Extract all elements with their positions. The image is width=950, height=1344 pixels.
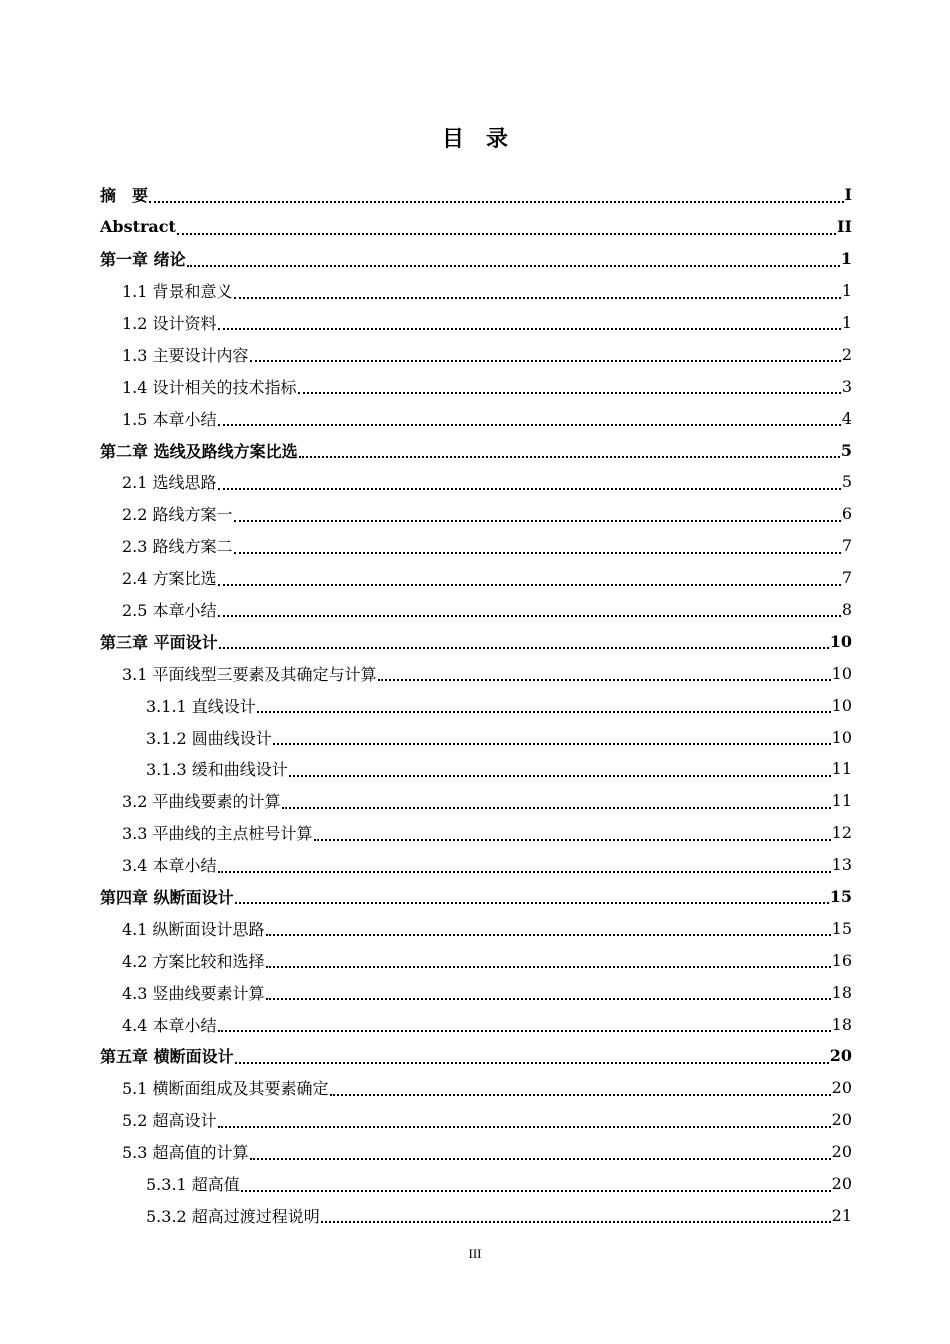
toc-entry-page: 18 xyxy=(831,1014,852,1034)
toc-entry-page: 5 xyxy=(841,472,852,492)
toc-entry-page: 10 xyxy=(829,631,852,651)
toc-entry[interactable] xyxy=(100,307,852,339)
toc-leader-dots xyxy=(218,423,841,426)
toc-entry-label: 4.2 方案比较和选择 xyxy=(122,951,265,971)
toc-entry-page: 20 xyxy=(829,1046,852,1066)
toc-entry-page: 15 xyxy=(829,887,852,907)
toc-leader-dots xyxy=(378,678,831,681)
toc-entry-page: 12 xyxy=(831,823,852,843)
toc-entry[interactable] xyxy=(100,211,852,243)
page-number-footer: III xyxy=(468,1246,482,1261)
toc-entry[interactable] xyxy=(100,1168,852,1200)
toc-leader-dots xyxy=(321,1220,831,1223)
toc-entry-page: 20 xyxy=(831,1110,852,1130)
toc-leader-dots xyxy=(235,1061,829,1064)
toc-entry-page: 7 xyxy=(841,568,852,588)
toc-entry-page: 20 xyxy=(831,1142,852,1162)
toc-entry-label: 3.3 平曲线的主点桩号计算 xyxy=(122,824,313,844)
toc-entry-page: 11 xyxy=(831,791,852,811)
toc-entry-page: 21 xyxy=(831,1205,852,1225)
toc-entry[interactable] xyxy=(100,689,852,721)
toc-entry-label: 2.4 方案比选 xyxy=(122,569,217,589)
toc-entry[interactable] xyxy=(100,849,852,881)
toc-entry-page: 15 xyxy=(831,918,852,938)
toc-entry-page: 18 xyxy=(831,982,852,1002)
toc-entry-label: 4.4 本章小结 xyxy=(122,1015,217,1035)
toc-entry-page: 1 xyxy=(841,281,852,301)
toc-entry[interactable] xyxy=(100,338,852,370)
toc-entry[interactable] xyxy=(100,1104,852,1136)
toc-leader-dots xyxy=(257,710,831,713)
toc-entry-label: 5.2 超高设计 xyxy=(122,1111,217,1131)
toc-leader-dots xyxy=(250,359,841,362)
toc-leader-dots xyxy=(266,997,831,1000)
toc-entry-label: 3.1.1 直线设计 xyxy=(146,696,256,716)
toc-entry-page: 3 xyxy=(841,376,852,396)
toc-leader-dots xyxy=(234,551,841,554)
toc-leader-dots xyxy=(282,806,831,809)
toc-entry[interactable] xyxy=(100,562,852,594)
toc-leader-dots xyxy=(289,774,831,777)
toc-entry[interactable] xyxy=(100,1136,852,1168)
toc-entry-label: 第四章 纵断面设计 xyxy=(100,888,234,908)
toc-leader-dots xyxy=(149,200,844,203)
toc-leader-dots xyxy=(218,870,831,873)
toc-leader-dots xyxy=(187,264,840,267)
toc-entry-label: 1.3 主要设计内容 xyxy=(122,345,249,365)
toc-leader-dots xyxy=(218,487,841,490)
toc-entry-label: 2.3 路线方案二 xyxy=(122,537,233,557)
toc-entry[interactable] xyxy=(100,594,852,626)
toc-leader-dots xyxy=(234,519,841,522)
toc-entry-label: 第一章 绪论 xyxy=(100,250,186,270)
toc-entry-page: 7 xyxy=(841,536,852,556)
toc-entry-page: 13 xyxy=(831,855,852,875)
toc-entry[interactable] xyxy=(100,753,852,785)
toc-leader-dots xyxy=(330,1093,831,1096)
toc-leader-dots xyxy=(299,455,840,458)
toc-entry[interactable] xyxy=(100,721,852,753)
toc-entry-label: 1.2 设计资料 xyxy=(122,314,217,333)
toc-entry[interactable] xyxy=(100,434,852,466)
toc-entry-page: 2 xyxy=(841,344,852,364)
toc-entry-label: 2.5 本章小结 xyxy=(122,601,217,621)
toc-entry-label: 5.1 横断面组成及其要素确定 xyxy=(122,1079,329,1099)
toc-entry[interactable] xyxy=(100,817,852,849)
toc-entry-label: 4.3 竖曲线要素计算 xyxy=(122,983,265,1003)
toc-leader-dots xyxy=(234,296,841,299)
toc-leader-dots xyxy=(273,742,831,745)
toc-entry[interactable] xyxy=(100,1200,852,1232)
toc-entry-page: 16 xyxy=(831,950,852,970)
page-title: 目 录 xyxy=(441,126,508,152)
toc-entry[interactable] xyxy=(100,912,852,944)
toc-leader-dots xyxy=(218,583,841,586)
toc-entry[interactable] xyxy=(100,530,852,562)
toc-entry[interactable] xyxy=(100,976,852,1008)
toc-entry-label: 3.1.3 缓和曲线设计 xyxy=(146,760,288,780)
toc-entry-label: 5.3 超高值的计算 xyxy=(122,1143,249,1163)
toc-entry-label: 1.1 背景和意义 xyxy=(122,282,233,302)
toc-leader-dots xyxy=(218,327,841,330)
toc-entry-label: 1.4 设计相关的技术指标 xyxy=(122,377,297,397)
toc-leader-dots xyxy=(219,646,829,649)
toc-entry-label: 摘 要 xyxy=(100,186,149,206)
toc-leader-dots xyxy=(298,391,841,394)
toc-entry[interactable] xyxy=(100,944,852,976)
toc-entry[interactable] xyxy=(100,498,852,530)
toc-entry-page: 10 xyxy=(831,695,852,715)
toc-entry-label: 5.3.1 超高值 xyxy=(146,1175,240,1195)
toc-entry-page: 10 xyxy=(831,727,852,747)
toc-entry-label: 3.2 平曲线要素的计算 xyxy=(122,792,281,812)
toc-leader-dots xyxy=(250,1157,831,1160)
toc-leader-dots xyxy=(235,901,829,904)
toc-entry[interactable] xyxy=(100,243,852,275)
toc-entry-page: 20 xyxy=(831,1174,852,1194)
table-of-contents xyxy=(100,179,852,1231)
toc-entry-page: 4 xyxy=(841,408,852,428)
toc-entry[interactable] xyxy=(100,881,852,913)
toc-entry[interactable] xyxy=(100,370,852,402)
toc-entry[interactable] xyxy=(100,402,852,434)
toc-leader-dots xyxy=(266,965,831,968)
toc-entry-label: 2.1 选线思路 xyxy=(122,473,217,493)
toc-leader-dots xyxy=(218,614,841,617)
toc-entry[interactable] xyxy=(100,275,852,307)
toc-entry[interactable] xyxy=(100,625,852,657)
toc-entry-label: 第三章 平面设计 xyxy=(100,632,218,652)
toc-entry-label: 第二章 选线及路线方案比选 xyxy=(100,441,298,461)
toc-entry-page: 5 xyxy=(840,440,852,460)
toc-leader-dots xyxy=(177,232,836,235)
toc-entry[interactable] xyxy=(100,179,852,211)
toc-entry-page: 1 xyxy=(841,313,852,332)
toc-leader-dots xyxy=(218,1125,831,1128)
toc-entry-label: 4.1 纵断面设计思路 xyxy=(122,919,265,939)
toc-entry-page: 11 xyxy=(831,759,852,779)
toc-entry-label: Abstract xyxy=(100,217,176,237)
toc-entry-label: 1.5 本章小结 xyxy=(122,409,217,429)
toc-entry-label: 2.2 路线方案一 xyxy=(122,505,233,525)
toc-entry[interactable] xyxy=(100,785,852,817)
toc-leader-dots xyxy=(314,838,831,841)
toc-leader-dots xyxy=(241,1189,831,1192)
toc-entry-page: I xyxy=(844,185,852,205)
toc-entry[interactable] xyxy=(100,1008,852,1040)
toc-entry[interactable] xyxy=(100,1040,852,1072)
toc-entry-page: 1 xyxy=(840,249,852,269)
toc-entry-page: II xyxy=(837,217,852,237)
toc-entry-label: 第五章 横断面设计 xyxy=(100,1047,234,1067)
toc-entry-label: 3.4 本章小结 xyxy=(122,856,217,876)
toc-entry-page: 20 xyxy=(831,1078,852,1098)
toc-entry[interactable] xyxy=(100,1072,852,1104)
toc-entry[interactable] xyxy=(100,466,852,498)
toc-entry-page: 6 xyxy=(841,504,852,524)
toc-entry-label: 5.3.2 超高过渡过程说明 xyxy=(146,1206,320,1226)
toc-entry-label: 3.1 平面线型三要素及其确定与计算 xyxy=(122,664,377,684)
toc-leader-dots xyxy=(218,1029,831,1032)
toc-leader-dots xyxy=(266,933,831,936)
toc-entry-page: 8 xyxy=(841,600,852,620)
toc-entry-label: 3.1.2 圆曲线设计 xyxy=(146,728,272,748)
toc-entry-page: 10 xyxy=(831,663,852,683)
toc-entry[interactable] xyxy=(100,657,852,689)
